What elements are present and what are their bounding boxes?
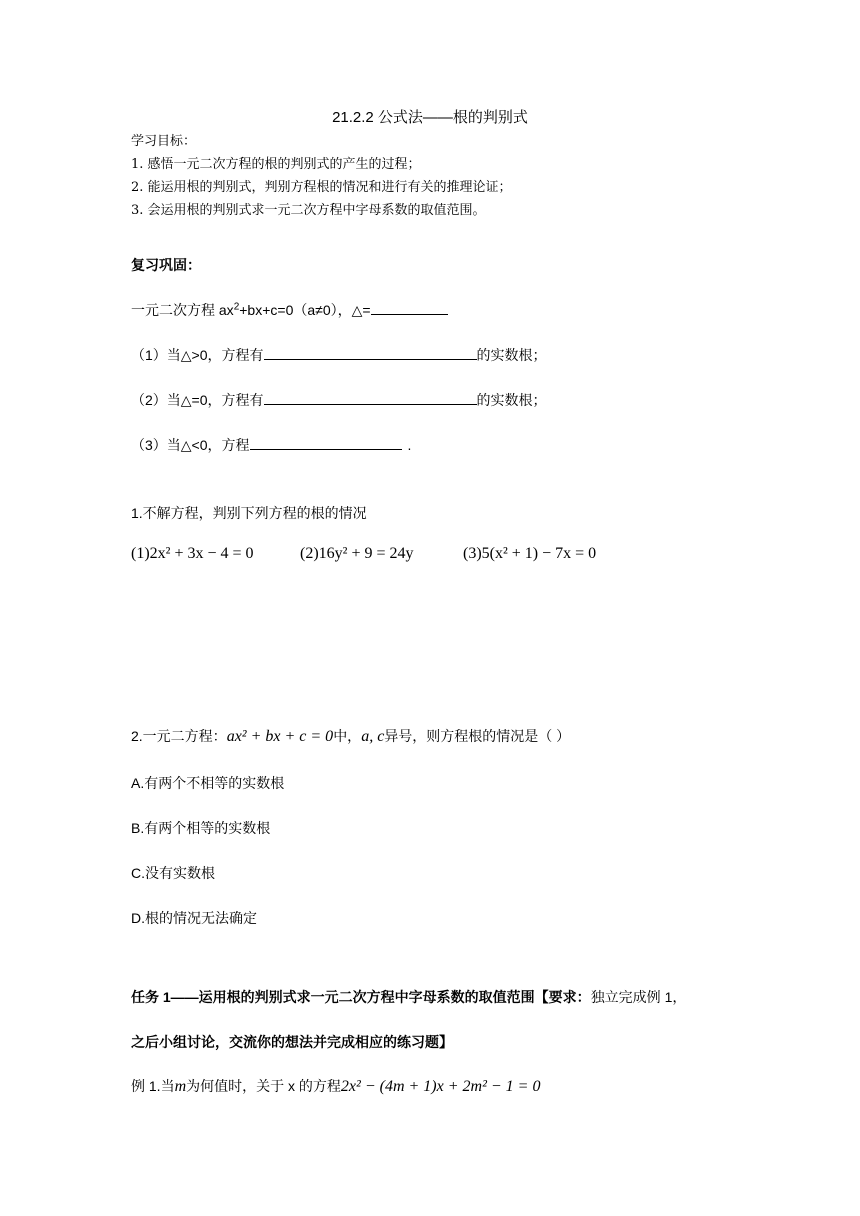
case-3-tail: . <box>407 437 412 453</box>
review-eq-prefix: 一元二次方程 ax <box>131 302 234 318</box>
example-1-equation: 2x² − (4m + 1)x + 2m² − 1 = 0 <box>340 1078 541 1095</box>
review-heading: 复习巩固： <box>131 257 201 273</box>
task-1-normal: 独立完成例 1， <box>590 989 687 1005</box>
review-case-3 <box>131 435 411 455</box>
review-case-1 <box>131 345 547 365</box>
case-1-tail: 的实数根； <box>476 347 547 363</box>
q2-vars: a, c <box>361 728 385 745</box>
case-3-label: （3）当△<0，方程 <box>131 437 250 453</box>
q1-equation-1: (1)2x² + 3x − 4 = 0 <box>131 545 254 562</box>
goal-item-1: 1. 感悟一元二次方程的根的判别式的产生的过程； <box>131 157 421 172</box>
review-case-2 <box>131 390 547 410</box>
example-1 <box>131 1076 540 1096</box>
goal-item-3: 3. 会运用根的判别式求一元二次方程中字母系数的取值范围。 <box>131 203 486 218</box>
task-1-bold: 任务 1——运用根的判别式求一元二次方程中字母系数的取值范围【要求： <box>131 989 591 1005</box>
goals-heading: 学习目标： <box>131 134 197 149</box>
example-1-prefix: 例 1.当 <box>131 1078 175 1094</box>
q2-mid: 中， <box>333 728 362 744</box>
q2-prefix: 2.一元二方程： <box>131 728 227 744</box>
task-1-heading <box>131 987 686 1007</box>
q2-suffix: 异号，则方程根的情况是（ ） <box>384 728 571 744</box>
page-title: 21.2.2 公式法——根的判别式 <box>332 109 528 126</box>
task-1-line-2: 之后小组讨论，交流你的想法并完成相应的练习题】 <box>131 1034 453 1050</box>
answer-blank[interactable] <box>264 392 477 405</box>
option-b: B.有两个相等的实数根 <box>131 820 271 836</box>
case-2-label: （2）当△=0，方程有 <box>131 392 264 408</box>
answer-blank[interactable] <box>250 437 402 450</box>
question-2 <box>131 726 570 746</box>
goal-item-2: 2. 能运用根的判别式，判别方程根的情况和进行有关的推理论证； <box>131 180 512 195</box>
q1-equation-3: (3)5(x² + 1) − 7x = 0 <box>463 545 597 562</box>
question-1: 1.不解方程，判别下列方程的根的情况 <box>131 505 367 521</box>
example-1-mid: 为何值时，关于 x 的方程 <box>186 1078 341 1094</box>
case-2-tail: 的实数根； <box>476 392 547 408</box>
option-a: A.有两个不相等的实数根 <box>131 775 285 791</box>
review-eq-suffix: +bx+c=0（a≠0），△= <box>239 302 371 318</box>
case-1-label: （1）当△>0，方程有 <box>131 347 264 363</box>
q2-equation: ax² + bx + c = 0 <box>226 728 334 745</box>
example-1-var: m <box>174 1078 187 1095</box>
option-c: C.没有实数根 <box>131 865 215 881</box>
answer-blank[interactable] <box>264 347 477 360</box>
q1-equation-2: (2)16y² + 9 = 24y <box>300 545 414 562</box>
option-d: D.根的情况无法确定 <box>131 910 257 926</box>
review-equation <box>131 300 448 320</box>
answer-blank[interactable] <box>371 302 448 315</box>
review-eq-sup: 2 <box>233 301 240 313</box>
